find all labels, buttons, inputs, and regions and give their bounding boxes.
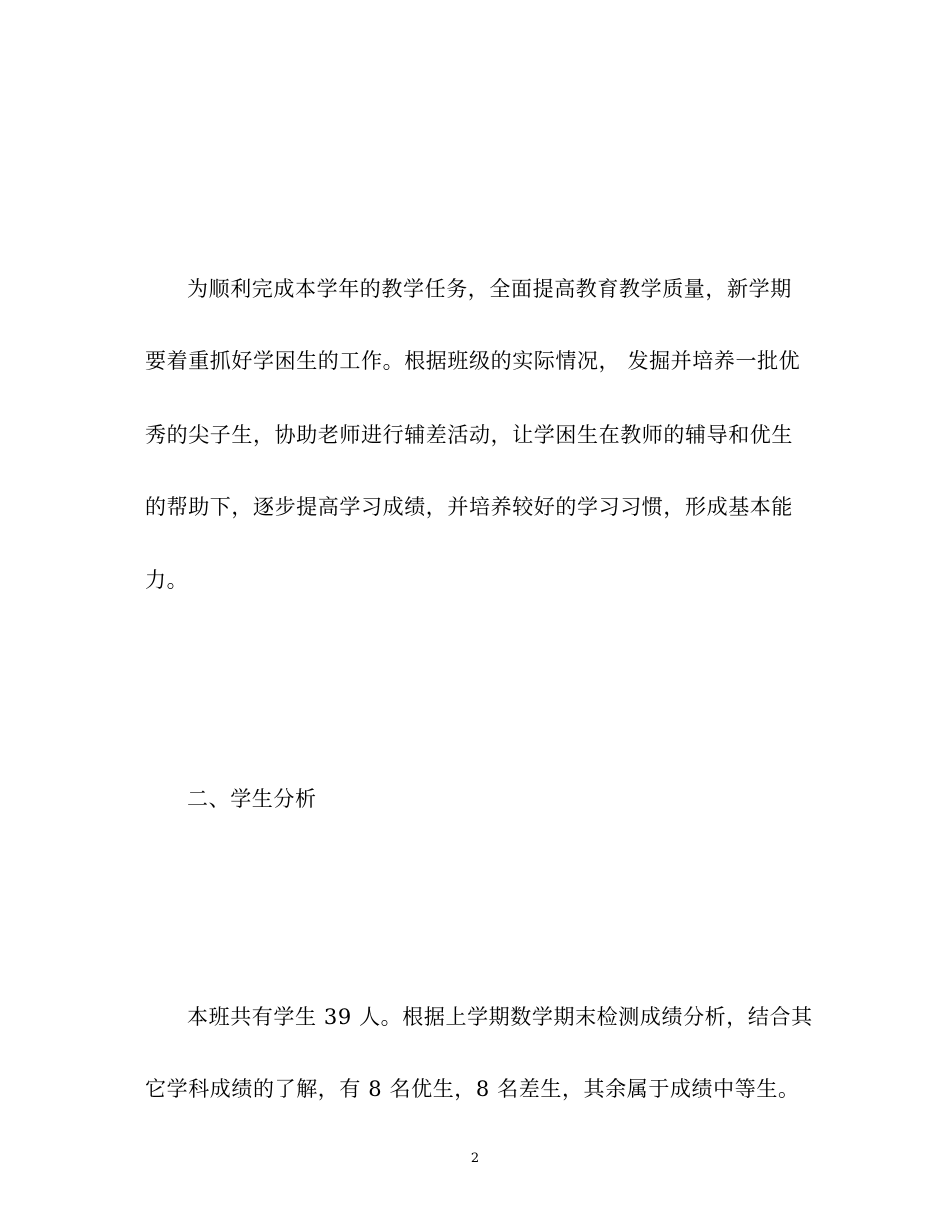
paragraph-1-line-4: 的帮助下，逐步提高学习成绩，并培养较好的学习习惯，形成基本能 [145, 495, 793, 519]
paragraph-1-line-3: 秀的尖子生，协助老师进行辅差活动，让学困生在教师的辅导和优生 [145, 423, 793, 447]
page-number: 2 [470, 1151, 480, 1166]
paragraph-2-line-1: 本班共有学生 39 人。根据上学期数学期末检测成绩分析，结合其 [187, 1005, 813, 1029]
paragraph-2-line-2: 它学科成绩的了解，有 8 名优生，8 名差生，其余属于成绩中等生。 [145, 1077, 800, 1101]
paragraph-1-line-1: 为顺利完成本学年的教学任务，全面提高教育教学质量，新学期 [187, 277, 792, 301]
paragraph-1-line-5: 力。 [145, 568, 189, 592]
paragraph-1-line-2: 要着重抓好学困生的工作。根据班级的实际情况， 发掘并培养一批优 [145, 349, 801, 373]
section-heading: 二、学生分析 [187, 787, 317, 811]
